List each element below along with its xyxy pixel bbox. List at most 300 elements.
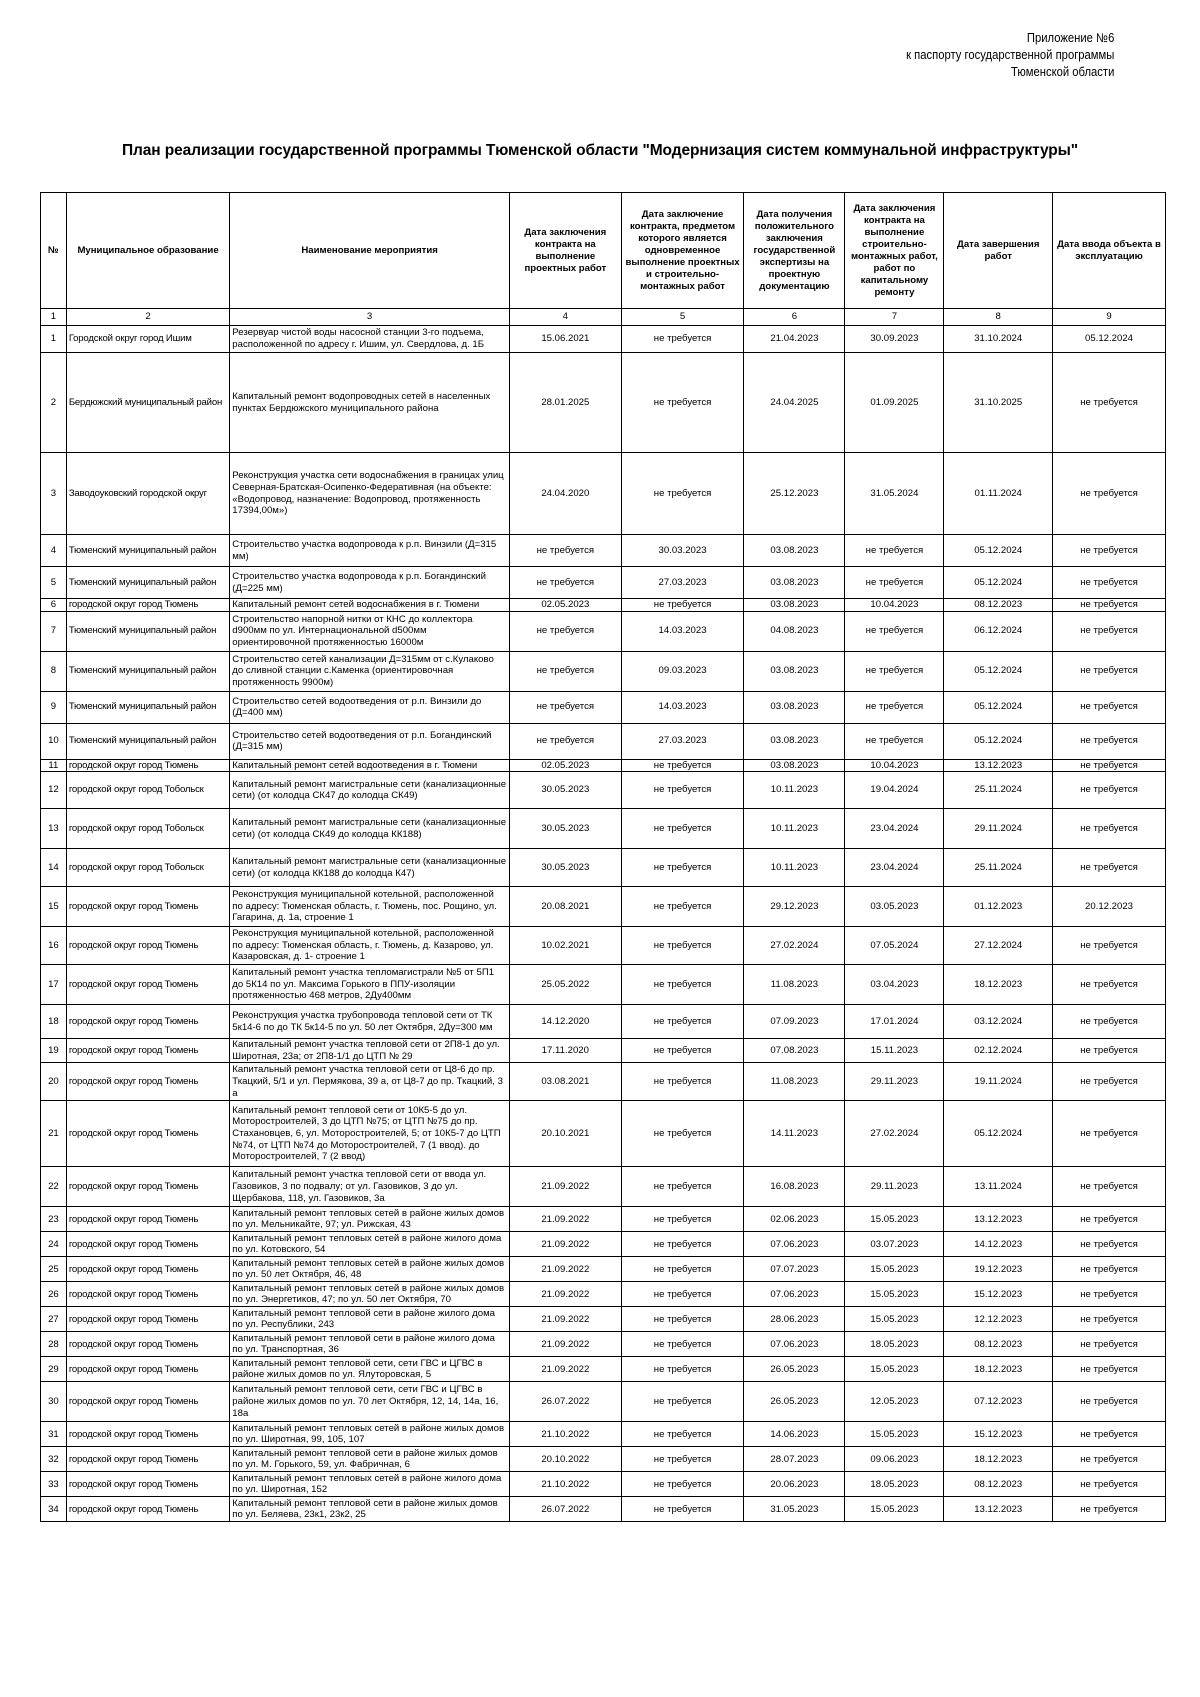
construction-contract-date-cell: 30.09.2023 bbox=[845, 326, 944, 353]
municipality-cell: городской округ город Тюмень bbox=[66, 1307, 229, 1332]
row-number-cell: 1 bbox=[41, 326, 67, 353]
expertise-date-cell: 10.11.2023 bbox=[744, 772, 845, 809]
commissioning-date-cell: не требуется bbox=[1053, 651, 1166, 691]
row-number-cell: 7 bbox=[41, 611, 67, 651]
construction-contract-date-cell: 29.11.2023 bbox=[845, 1063, 944, 1101]
activity-name-cell: Строительство напорной нитки от КНС до коллектора d900мм по ул. Интернациональной d500мм ориентировочной протяженностью 16000м bbox=[230, 611, 510, 651]
expertise-date-cell: 16.08.2023 bbox=[744, 1167, 845, 1207]
completion-date-cell: 01.11.2024 bbox=[944, 453, 1053, 535]
municipality-cell: городской округ город Тобольск bbox=[66, 772, 229, 809]
construction-contract-date-cell: не требуется bbox=[845, 567, 944, 599]
header-cell: Дата заключения контракта на выполнение проектных работ bbox=[509, 193, 621, 309]
design-contract-date-cell: 24.04.2020 bbox=[509, 453, 621, 535]
activity-name-cell: Строительство сетей водоотведения от р.п. Винзили до (Д=400 мм) bbox=[230, 691, 510, 723]
design-contract-date-cell: 03.08.2021 bbox=[509, 1063, 621, 1101]
activity-name-cell: Реконструкция муниципальной котельной, расположенной по адресу: Тюменская область, г. Тюмень, пос. Рощино, ул. Гагарина, д. 1а, строение 1 bbox=[230, 887, 510, 927]
table-row bbox=[41, 1167, 1166, 1207]
design-contract-date-cell: 21.09.2022 bbox=[509, 1307, 621, 1332]
table-row bbox=[41, 651, 1166, 691]
commissioning-date-cell: не требуется bbox=[1053, 1101, 1166, 1167]
combined-contract-date-cell: не требуется bbox=[621, 809, 744, 849]
table-row bbox=[41, 1232, 1166, 1257]
row-number-cell: 16 bbox=[41, 927, 67, 965]
design-contract-date-cell: 21.09.2022 bbox=[509, 1207, 621, 1232]
design-contract-date-cell: не требуется bbox=[509, 691, 621, 723]
commissioning-date-cell: не требуется bbox=[1053, 1382, 1166, 1422]
design-contract-date-cell: 10.02.2021 bbox=[509, 927, 621, 965]
expertise-date-cell: 26.05.2023 bbox=[744, 1382, 845, 1422]
design-contract-date-cell: 26.07.2022 bbox=[509, 1382, 621, 1422]
construction-contract-date-cell: 15.05.2023 bbox=[845, 1207, 944, 1232]
municipality-cell: городской округ город Тюмень bbox=[66, 1382, 229, 1422]
expertise-date-cell: 25.12.2023 bbox=[744, 453, 845, 535]
expertise-date-cell: 11.08.2023 bbox=[744, 1063, 845, 1101]
combined-contract-date-cell: не требуется bbox=[621, 1207, 744, 1232]
expertise-date-cell: 03.08.2023 bbox=[744, 759, 845, 772]
expertise-date-cell: 28.07.2023 bbox=[744, 1447, 845, 1472]
expertise-date-cell: 27.02.2024 bbox=[744, 927, 845, 965]
completion-date-cell: 05.12.2024 bbox=[944, 723, 1053, 759]
design-contract-date-cell: 30.05.2023 bbox=[509, 772, 621, 809]
activity-name-cell: Капитальный ремонт магистральные сети (канализационные сети) (от колодца СК47 до колодца СК49) bbox=[230, 772, 510, 809]
commissioning-date-cell: не требуется bbox=[1053, 1005, 1166, 1039]
column-number: 8 bbox=[944, 309, 1053, 326]
row-number-cell: 13 bbox=[41, 809, 67, 849]
completion-date-cell: 19.11.2024 bbox=[944, 1063, 1053, 1101]
commissioning-date-cell: не требуется bbox=[1053, 611, 1166, 651]
activity-name-cell: Капитальный ремонт участка тепловой сети от Ц8-6 до пр. Ткацкий, 5/1 и ул. Пермякова, 39 а, от Ц8-7 до пр. Ткацкий, 3 а bbox=[230, 1063, 510, 1101]
appendix-line-3: Тюменской области bbox=[1010, 65, 1114, 79]
combined-contract-date-cell: не требуется bbox=[621, 1005, 744, 1039]
commissioning-date-cell: 20.12.2023 bbox=[1053, 887, 1166, 927]
row-number-cell: 32 bbox=[41, 1447, 67, 1472]
design-contract-date-cell: 28.01.2025 bbox=[509, 353, 621, 453]
design-contract-date-cell: не требуется bbox=[509, 723, 621, 759]
header-cell: Дата ввода объекта в эксплуатацию bbox=[1053, 193, 1166, 309]
activity-name-cell: Капитальный ремонт тепловой сети, сети ГВС и ЦГВС в районе жилых домов по ул. Ялуторовская, 5 bbox=[230, 1357, 510, 1382]
construction-contract-date-cell: 03.07.2023 bbox=[845, 1232, 944, 1257]
combined-contract-date-cell: не требуется bbox=[621, 1039, 744, 1063]
combined-contract-date-cell: не требуется bbox=[621, 1497, 744, 1522]
municipality-cell: Тюменский муниципальный район bbox=[66, 723, 229, 759]
combined-contract-date-cell: не требуется bbox=[621, 326, 744, 353]
activity-name-cell: Капитальный ремонт участка тепловой сети от ввода ул. Газовиков, 3 по подвалу; от ул. Газовиков, 3 до ул. Щербакова, 118, ул. Газовиков, 3а bbox=[230, 1167, 510, 1207]
row-number-cell: 34 bbox=[41, 1497, 67, 1522]
expertise-date-cell: 31.05.2023 bbox=[744, 1497, 845, 1522]
row-number-cell: 22 bbox=[41, 1167, 67, 1207]
construction-contract-date-cell: 10.04.2023 bbox=[845, 599, 944, 612]
activity-name-cell: Капитальный ремонт тепловых сетей в районе жилого дома по ул. Котовского, 54 bbox=[230, 1232, 510, 1257]
combined-contract-date-cell: 09.03.2023 bbox=[621, 651, 744, 691]
column-number: 4 bbox=[509, 309, 621, 326]
activity-name-cell: Капитальный ремонт магистральные сети (канализационные сети) (от колодца СК49 до колодца КК188) bbox=[230, 809, 510, 849]
construction-contract-date-cell: 15.05.2023 bbox=[845, 1497, 944, 1522]
municipality-cell: городской округ город Тюмень bbox=[66, 1101, 229, 1167]
expertise-date-cell: 03.08.2023 bbox=[744, 535, 845, 567]
municipality-cell: Тюменский муниципальный район bbox=[66, 535, 229, 567]
municipality-cell: городской округ город Тюмень bbox=[66, 927, 229, 965]
design-contract-date-cell: не требуется bbox=[509, 567, 621, 599]
table-row bbox=[41, 809, 1166, 849]
table-row bbox=[41, 1307, 1166, 1332]
design-contract-date-cell: не требуется bbox=[509, 611, 621, 651]
combined-contract-date-cell: не требуется bbox=[621, 1167, 744, 1207]
design-contract-date-cell: не требуется bbox=[509, 651, 621, 691]
expertise-date-cell: 28.06.2023 bbox=[744, 1307, 845, 1332]
row-number-cell: 19 bbox=[41, 1039, 67, 1063]
commissioning-date-cell: не требуется bbox=[1053, 1167, 1166, 1207]
activity-name-cell: Капитальный ремонт водопроводных сетей в населенных пунктах Бердюжского муниципального района bbox=[230, 353, 510, 453]
combined-contract-date-cell: не требуется bbox=[621, 1332, 744, 1357]
table-row bbox=[41, 691, 1166, 723]
header-cell: Наименование мероприятия bbox=[230, 193, 510, 309]
municipality-cell: городской округ город Тюмень bbox=[66, 1422, 229, 1447]
municipality-cell: городской округ город Тюмень bbox=[66, 1472, 229, 1497]
activity-name-cell: Реконструкция муниципальной котельной, расположенной по адресу: Тюменская область, г. Тюмень, д. Казарово, ул. Казаровская, д. 1- строение 1 bbox=[230, 927, 510, 965]
design-contract-date-cell: 02.05.2023 bbox=[509, 599, 621, 612]
commissioning-date-cell: не требуется bbox=[1053, 1497, 1166, 1522]
construction-contract-date-cell: 23.04.2024 bbox=[845, 849, 944, 887]
commissioning-date-cell: не требуется bbox=[1053, 453, 1166, 535]
expertise-date-cell: 26.05.2023 bbox=[744, 1357, 845, 1382]
municipality-cell: Бердюжский муниципальный район bbox=[66, 353, 229, 453]
activity-name-cell: Капитальный ремонт магистральные сети (канализационные сети) (от колодца КК188 до колодца К47) bbox=[230, 849, 510, 887]
table-row bbox=[41, 927, 1166, 965]
header-cell: Муниципальное образование bbox=[66, 193, 229, 309]
activity-name-cell: Реконструкция участка сети водоснабжения в границах улиц Северная-Братская-Осипенко-Федеративная (на объекте: «Водопровод, назначение: Водопровод, протяженность 17394,00м») bbox=[230, 453, 510, 535]
expertise-date-cell: 29.12.2023 bbox=[744, 887, 845, 927]
completion-date-cell: 06.12.2024 bbox=[944, 611, 1053, 651]
completion-date-cell: 19.12.2023 bbox=[944, 1257, 1053, 1282]
municipality-cell: городской округ город Тюмень bbox=[66, 965, 229, 1005]
municipality-cell: городской округ город Тюмень bbox=[66, 1039, 229, 1063]
completion-date-cell: 08.12.2023 bbox=[944, 1472, 1053, 1497]
expertise-date-cell: 07.06.2023 bbox=[744, 1282, 845, 1307]
row-number-cell: 28 bbox=[41, 1332, 67, 1357]
construction-contract-date-cell: 07.05.2024 bbox=[845, 927, 944, 965]
row-number-cell: 10 bbox=[41, 723, 67, 759]
row-number-cell: 33 bbox=[41, 1472, 67, 1497]
combined-contract-date-cell: не требуется bbox=[621, 1282, 744, 1307]
table-row bbox=[41, 1422, 1166, 1447]
appendix-line-1: Приложение №6 bbox=[1026, 31, 1114, 45]
municipality-cell: городской округ город Тюмень bbox=[66, 887, 229, 927]
municipality-cell: Тюменский муниципальный район bbox=[66, 651, 229, 691]
construction-contract-date-cell: 27.02.2024 bbox=[845, 1101, 944, 1167]
commissioning-date-cell: не требуется bbox=[1053, 1422, 1166, 1447]
row-number-cell: 6 bbox=[41, 599, 67, 612]
completion-date-cell: 18.12.2023 bbox=[944, 1357, 1053, 1382]
construction-contract-date-cell: 23.04.2024 bbox=[845, 809, 944, 849]
combined-contract-date-cell: не требуется bbox=[621, 453, 744, 535]
table-row bbox=[41, 535, 1166, 567]
municipality-cell: городской округ город Тюмень bbox=[66, 1257, 229, 1282]
activity-name-cell: Капитальный ремонт тепловой сети от 10К5-5 до ул. Моторостроителей, 3 до ЦТП №75; от ЦТП №75 до пр. Стахановцев, 6, ул. Моторостроителей, 5; от 10К5-7 до ЦТП №74, от ЦТП №74 до Моторостроителей, 7 (1 ввод). до Моторостроителей, 7 (2 ввод) bbox=[230, 1101, 510, 1167]
municipality-cell: городской округ город Тюмень bbox=[66, 1207, 229, 1232]
header-cell: Дата заключение контракта, предметом которого является одновременное выполнение проектных и строительно-монтажных работ bbox=[621, 193, 744, 309]
row-number-cell: 26 bbox=[41, 1282, 67, 1307]
combined-contract-date-cell: 27.03.2023 bbox=[621, 723, 744, 759]
completion-date-cell: 08.12.2023 bbox=[944, 1332, 1053, 1357]
activity-name-cell: Строительство участка водопровода к р.п. Винзили (Д=315 мм) bbox=[230, 535, 510, 567]
row-number-cell: 14 bbox=[41, 849, 67, 887]
combined-contract-date-cell: не требуется bbox=[621, 849, 744, 887]
implementation-plan-table bbox=[40, 192, 1166, 1522]
row-number-cell: 30 bbox=[41, 1382, 67, 1422]
design-contract-date-cell: 21.09.2022 bbox=[509, 1257, 621, 1282]
construction-contract-date-cell: 10.04.2023 bbox=[845, 759, 944, 772]
table-row bbox=[41, 611, 1166, 651]
municipality-cell: городской округ город Тюмень bbox=[66, 1497, 229, 1522]
row-number-cell: 4 bbox=[41, 535, 67, 567]
expertise-date-cell: 21.04.2023 bbox=[744, 326, 845, 353]
expertise-date-cell: 03.08.2023 bbox=[744, 599, 845, 612]
row-number-cell: 11 bbox=[41, 759, 67, 772]
commissioning-date-cell: не требуется bbox=[1053, 691, 1166, 723]
table-row bbox=[41, 849, 1166, 887]
row-number-cell: 31 bbox=[41, 1422, 67, 1447]
commissioning-date-cell: не требуется bbox=[1053, 809, 1166, 849]
table-row bbox=[41, 1005, 1166, 1039]
activity-name-cell: Капитальный ремонт тепловой сети, сети ГВС и ЦГВС в районе жилых домов по ул. 70 лет Октября, 12, 14, 14а, 16, 18а bbox=[230, 1382, 510, 1422]
design-contract-date-cell: 17.11.2020 bbox=[509, 1039, 621, 1063]
commissioning-date-cell: не требуется bbox=[1053, 1207, 1166, 1232]
commissioning-date-cell: не требуется bbox=[1053, 1232, 1166, 1257]
construction-contract-date-cell: 29.11.2023 bbox=[845, 1167, 944, 1207]
combined-contract-date-cell: не требуется bbox=[621, 1063, 744, 1101]
completion-date-cell: 14.12.2023 bbox=[944, 1232, 1053, 1257]
construction-contract-date-cell: 17.01.2024 bbox=[845, 1005, 944, 1039]
construction-contract-date-cell: 15.11.2023 bbox=[845, 1039, 944, 1063]
combined-contract-date-cell: не требуется bbox=[621, 1307, 744, 1332]
table-row bbox=[41, 353, 1166, 453]
commissioning-date-cell: не требуется bbox=[1053, 723, 1166, 759]
table-row bbox=[41, 1101, 1166, 1167]
combined-contract-date-cell: не требуется bbox=[621, 927, 744, 965]
activity-name-cell: Капитальный ремонт тепловой сети в районе жилого дома по ул. Республики, 243 bbox=[230, 1307, 510, 1332]
municipality-cell: городской округ город Тюмень bbox=[66, 1447, 229, 1472]
table-row bbox=[41, 759, 1166, 772]
expertise-date-cell: 24.04.2025 bbox=[744, 353, 845, 453]
activity-name-cell: Резервуар чистой воды насосной станции 3-го подъема, расположенной по адресу г. Ишим, ул. Свердлова, д. 1Б bbox=[230, 326, 510, 353]
column-number: 3 bbox=[230, 309, 510, 326]
expertise-date-cell: 03.08.2023 bbox=[744, 651, 845, 691]
activity-name-cell: Капитальный ремонт тепловых сетей в районе жилых домов по ул. Широтная, 99, 105, 107 bbox=[230, 1422, 510, 1447]
combined-contract-date-cell: не требуется bbox=[621, 1257, 744, 1282]
table-row bbox=[41, 326, 1166, 353]
row-number-cell: 3 bbox=[41, 453, 67, 535]
construction-contract-date-cell: 15.05.2023 bbox=[845, 1357, 944, 1382]
table-row bbox=[41, 599, 1166, 612]
municipality-cell: Заводоуковский городской округ bbox=[66, 453, 229, 535]
completion-date-cell: 31.10.2024 bbox=[944, 326, 1053, 353]
combined-contract-date-cell: не требуется bbox=[621, 772, 744, 809]
commissioning-date-cell: не требуется bbox=[1053, 1307, 1166, 1332]
design-contract-date-cell: 21.10.2022 bbox=[509, 1422, 621, 1447]
commissioning-date-cell: не требуется bbox=[1053, 535, 1166, 567]
table-row bbox=[41, 887, 1166, 927]
activity-name-cell: Капитальный ремонт тепловой сети в районе жилых домов по ул. Беляева, 23к1, 23к2, 25 bbox=[230, 1497, 510, 1522]
row-number-cell: 12 bbox=[41, 772, 67, 809]
table-row bbox=[41, 772, 1166, 809]
row-number-cell: 27 bbox=[41, 1307, 67, 1332]
combined-contract-date-cell: не требуется bbox=[621, 759, 744, 772]
municipality-cell: городской округ город Тюмень bbox=[66, 759, 229, 772]
combined-contract-date-cell: не требуется bbox=[621, 887, 744, 927]
completion-date-cell: 05.12.2024 bbox=[944, 535, 1053, 567]
expertise-date-cell: 11.08.2023 bbox=[744, 965, 845, 1005]
design-contract-date-cell: 21.09.2022 bbox=[509, 1282, 621, 1307]
activity-name-cell: Строительство участка водопровода к р.п. Богандинский (Д=225 мм) bbox=[230, 567, 510, 599]
table-row bbox=[41, 1497, 1166, 1522]
completion-date-cell: 15.12.2023 bbox=[944, 1282, 1053, 1307]
commissioning-date-cell: не требуется bbox=[1053, 1447, 1166, 1472]
expertise-date-cell: 10.11.2023 bbox=[744, 849, 845, 887]
commissioning-date-cell: 05.12.2024 bbox=[1053, 326, 1166, 353]
municipality-cell: городской округ город Тюмень bbox=[66, 1357, 229, 1382]
design-contract-date-cell: не требуется bbox=[509, 535, 621, 567]
municipality-cell: городской округ город Тюмень bbox=[66, 1232, 229, 1257]
municipality-cell: городской округ город Тюмень bbox=[66, 1332, 229, 1357]
column-number: 9 bbox=[1053, 309, 1166, 326]
activity-name-cell: Капитальный ремонт тепловой сети в районе жилых домов по ул. М. Горького, 59, ул. Фабричная, 6 bbox=[230, 1447, 510, 1472]
row-number-cell: 21 bbox=[41, 1101, 67, 1167]
construction-contract-date-cell: 09.06.2023 bbox=[845, 1447, 944, 1472]
completion-date-cell: 07.12.2023 bbox=[944, 1382, 1053, 1422]
completion-date-cell: 27.12.2024 bbox=[944, 927, 1053, 965]
completion-date-cell: 12.12.2023 bbox=[944, 1307, 1053, 1332]
table-row bbox=[41, 567, 1166, 599]
activity-name-cell: Капитальный ремонт сетей водоснабжения в г. Тюмени bbox=[230, 599, 510, 612]
design-contract-date-cell: 21.09.2022 bbox=[509, 1332, 621, 1357]
construction-contract-date-cell: 18.05.2023 bbox=[845, 1332, 944, 1357]
activity-name-cell: Капитальный ремонт участка тепломагистрали №5 от 5П1 до 5К14 по ул. Максима Горького в ППУ-изоляции протяженностью 468 метров, 2Ду400мм bbox=[230, 965, 510, 1005]
combined-contract-date-cell: не требуется bbox=[621, 1382, 744, 1422]
row-number-cell: 23 bbox=[41, 1207, 67, 1232]
expertise-date-cell: 14.11.2023 bbox=[744, 1101, 845, 1167]
design-contract-date-cell: 25.05.2022 bbox=[509, 965, 621, 1005]
construction-contract-date-cell: 15.05.2023 bbox=[845, 1282, 944, 1307]
column-number: 6 bbox=[744, 309, 845, 326]
commissioning-date-cell: не требуется bbox=[1053, 1257, 1166, 1282]
activity-name-cell: Реконструкция участка трубопровода тепловой сети от ТК 5к14-6 по до ТК 5к14-5 по ул. 50 лет Октября, 2Ду=300 мм bbox=[230, 1005, 510, 1039]
combined-contract-date-cell: 14.03.2023 bbox=[621, 611, 744, 651]
activity-name-cell: Капитальный ремонт тепловых сетей в районе жилых домов по ул. Мельникайте, 97; ул. Рижская, 43 bbox=[230, 1207, 510, 1232]
header-cell: № bbox=[41, 193, 67, 309]
activity-name-cell: Капитальный ремонт участка тепловой сети от 2П8-1 до ул. Широтная, 23а; от 2П8-1/1 до ЦТП № 29 bbox=[230, 1039, 510, 1063]
construction-contract-date-cell: 12.05.2023 bbox=[845, 1382, 944, 1422]
table-row bbox=[41, 453, 1166, 535]
completion-date-cell: 03.12.2024 bbox=[944, 1005, 1053, 1039]
commissioning-date-cell: не требуется bbox=[1053, 599, 1166, 612]
activity-name-cell: Капитальный ремонт тепловой сети в районе жилого дома по ул. Транспортная, 36 bbox=[230, 1332, 510, 1357]
construction-contract-date-cell: 19.04.2024 bbox=[845, 772, 944, 809]
expertise-date-cell: 10.11.2023 bbox=[744, 809, 845, 849]
completion-date-cell: 13.12.2023 bbox=[944, 1207, 1053, 1232]
design-contract-date-cell: 20.08.2021 bbox=[509, 887, 621, 927]
completion-date-cell: 18.12.2023 bbox=[944, 1447, 1053, 1472]
commissioning-date-cell: не требуется bbox=[1053, 849, 1166, 887]
row-number-cell: 24 bbox=[41, 1232, 67, 1257]
table-row bbox=[41, 723, 1166, 759]
appendix-note bbox=[906, 30, 1114, 81]
construction-contract-date-cell: не требуется bbox=[845, 651, 944, 691]
column-number: 7 bbox=[845, 309, 944, 326]
municipality-cell: городской округ город Тюмень bbox=[66, 1167, 229, 1207]
activity-name-cell: Капитальный ремонт тепловых сетей в районе жилых домов по ул. Энергетиков, 47; по ул. 50 лет Октября, 70 bbox=[230, 1282, 510, 1307]
commissioning-date-cell: не требуется bbox=[1053, 965, 1166, 1005]
completion-date-cell: 08.12.2023 bbox=[944, 599, 1053, 612]
combined-contract-date-cell: не требуется bbox=[621, 1447, 744, 1472]
combined-contract-date-cell: не требуется bbox=[621, 1422, 744, 1447]
design-contract-date-cell: 26.07.2022 bbox=[509, 1497, 621, 1522]
expertise-date-cell: 02.06.2023 bbox=[744, 1207, 845, 1232]
row-number-cell: 8 bbox=[41, 651, 67, 691]
header-row bbox=[41, 193, 1166, 309]
design-contract-date-cell: 30.05.2023 bbox=[509, 809, 621, 849]
activity-name-cell: Строительство сетей канализации Д=315мм от с.Кулаково до сливной станции с.Каменка (ориентировочная протяженность 9900м) bbox=[230, 651, 510, 691]
table-row bbox=[41, 965, 1166, 1005]
expertise-date-cell: 07.06.2023 bbox=[744, 1332, 845, 1357]
table-row bbox=[41, 1207, 1166, 1232]
completion-date-cell: 13.12.2023 bbox=[944, 759, 1053, 772]
completion-date-cell: 05.12.2024 bbox=[944, 691, 1053, 723]
appendix-line-2: к паспорту государственной программы bbox=[905, 48, 1114, 62]
completion-date-cell: 18.12.2023 bbox=[944, 965, 1053, 1005]
commissioning-date-cell: не требуется bbox=[1053, 927, 1166, 965]
row-number-cell: 29 bbox=[41, 1357, 67, 1382]
combined-contract-date-cell: не требуется bbox=[621, 1472, 744, 1497]
table-row bbox=[41, 1472, 1166, 1497]
table-row bbox=[41, 1382, 1166, 1422]
completion-date-cell: 05.12.2024 bbox=[944, 651, 1053, 691]
municipality-cell: городской округ город Тюмень bbox=[66, 1005, 229, 1039]
expertise-date-cell: 04.08.2023 bbox=[744, 611, 845, 651]
commissioning-date-cell: не требуется bbox=[1053, 353, 1166, 453]
construction-contract-date-cell: 18.05.2023 bbox=[845, 1472, 944, 1497]
combined-contract-date-cell: не требуется bbox=[621, 1357, 744, 1382]
commissioning-date-cell: не требуется bbox=[1053, 1282, 1166, 1307]
municipality-cell: Тюменский муниципальный район bbox=[66, 611, 229, 651]
construction-contract-date-cell: не требуется bbox=[845, 535, 944, 567]
commissioning-date-cell: не требуется bbox=[1053, 1039, 1166, 1063]
combined-contract-date-cell: 30.03.2023 bbox=[621, 535, 744, 567]
combined-contract-date-cell: не требуется bbox=[621, 1232, 744, 1257]
row-number-cell: 15 bbox=[41, 887, 67, 927]
commissioning-date-cell: не требуется bbox=[1053, 567, 1166, 599]
combined-contract-date-cell: не требуется bbox=[621, 599, 744, 612]
completion-date-cell: 13.11.2024 bbox=[944, 1167, 1053, 1207]
header-cell: Дата получения положительного заключения государственной экспертизы на проектную документацию bbox=[744, 193, 845, 309]
construction-contract-date-cell: 03.05.2023 bbox=[845, 887, 944, 927]
page-title: План реализации государственной программы Тюменской области "Модернизация систем коммунальной инфраструктуры" bbox=[121, 142, 1079, 159]
municipality-cell: городской округ город Тобольск bbox=[66, 849, 229, 887]
expertise-date-cell: 07.06.2023 bbox=[744, 1232, 845, 1257]
activity-name-cell: Строительство сетей водоотведения от р.п. Богандинский (Д=315 мм) bbox=[230, 723, 510, 759]
design-contract-date-cell: 14.12.2020 bbox=[509, 1005, 621, 1039]
column-number-row bbox=[41, 309, 1166, 326]
design-contract-date-cell: 20.10.2021 bbox=[509, 1101, 621, 1167]
construction-contract-date-cell: 01.09.2025 bbox=[845, 353, 944, 453]
design-contract-date-cell: 21.09.2022 bbox=[509, 1357, 621, 1382]
commissioning-date-cell: не требуется bbox=[1053, 1472, 1166, 1497]
combined-contract-date-cell: не требуется bbox=[621, 1101, 744, 1167]
construction-contract-date-cell: не требуется bbox=[845, 723, 944, 759]
completion-date-cell: 15.12.2023 bbox=[944, 1422, 1053, 1447]
construction-contract-date-cell: 15.05.2023 bbox=[845, 1422, 944, 1447]
construction-contract-date-cell: 31.05.2024 bbox=[845, 453, 944, 535]
expertise-date-cell: 20.06.2023 bbox=[744, 1472, 845, 1497]
